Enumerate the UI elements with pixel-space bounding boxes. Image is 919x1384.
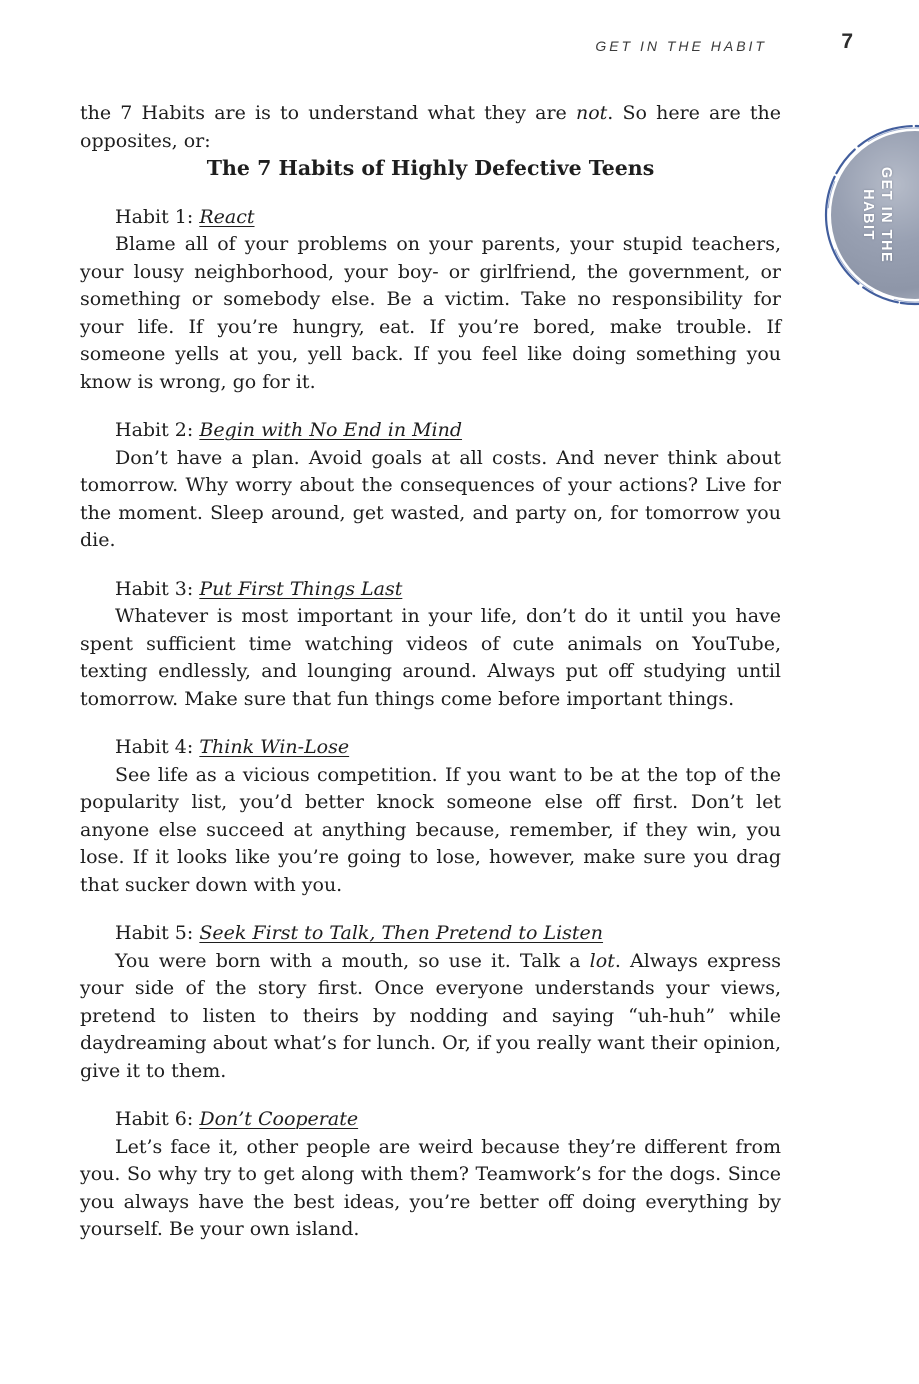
page-number: 7: [841, 30, 853, 53]
text-column: [80, 100, 781, 1244]
italic-word: lot: [589, 949, 615, 972]
habit-label: Habit 6:: [115, 1108, 194, 1130]
habit-title: Seek First to Talk, Then Pretend to Listen: [199, 922, 604, 944]
section-title: The 7 Habits of Highly Defective Teens: [206, 156, 655, 180]
italic-word: not: [575, 102, 608, 124]
habit-section-4: [80, 734, 781, 899]
habit-title: Think Win-Lose: [199, 736, 350, 758]
habit-paragraph: Don’t have a plan. Avoid goals at all costs. And never think about tomorrow. Why worry about the consequences of your actions? Live for the moment. Sleep around, get wasted, and party on, for tomorrow you die.: [80, 446, 781, 551]
habit-heading: [80, 204, 781, 232]
habit-heading: [80, 576, 781, 604]
habit-title: Begin with No End in Mind: [199, 419, 463, 441]
chapter-tab-label: GET IN THE HABIT: [860, 166, 894, 264]
habit-paragraph: Whatever is most important in your life, don’t do it until you have spent sufficient time watching videos of cute animals on YouTube, texting endlessly, and lounging around. Always put off studying until tomorrow. Make sure that fun things come before important things.: [80, 605, 781, 710]
habit-heading: [80, 417, 781, 445]
habit-label: Habit 4:: [115, 736, 194, 758]
habit-heading: [80, 920, 781, 948]
habit-label: Habit 5:: [115, 922, 194, 944]
habit-heading: [80, 734, 781, 762]
intro-paragraph: the 7 Habits are is to understand what they are not. So here are the opposites, or:: [80, 102, 781, 152]
habit-label: Habit 3:: [115, 577, 194, 600]
running-head: GET IN THE HABIT: [595, 38, 767, 54]
habit-paragraph: Blame all of your problems on your parents, your stupid teachers, your lousy neighborhood, your boy- or girlfriend, the government, or something or somebody else. Be a victim. Take no responsibility for your life. If you’re hungry, eat. If you’re bored, make trouble. If someone yells at you, yell back. If you feel like doing something you know is wrong, go for it.: [80, 233, 781, 393]
habit-label: Habit 2:: [115, 419, 194, 441]
habit-section-3: [80, 576, 781, 714]
habit-paragraph: See life as a vicious competition. If you want to be at the top of the popularity list, you’d better knock someone else off first. Don’t let anyone else succeed at anything because, remember, if they win, you lose. If it looks like you’re going to lose, however, make sure you drag that sucker down with you.: [80, 763, 781, 896]
habit-title: Don’t Cooperate: [199, 1108, 359, 1130]
habit-section-1: [80, 204, 781, 397]
habit-paragraph: You were born with a mouth, so use it. Talk a lot. Always express your side of the story first. Once everyone understands your views, pretend to listen to theirs by nodding and saying “uh-huh” while daydreaming about what’s for lunch. Or, if you really want their opinion, give it to them.: [80, 949, 781, 1082]
habit-section-2: [80, 417, 781, 555]
habit-section-5: [80, 920, 781, 1085]
habit-label: Habit 1:: [115, 205, 194, 228]
habit-heading: [80, 1106, 781, 1134]
habit-title: React: [199, 205, 255, 228]
habit-section-6: [80, 1106, 781, 1244]
habit-title: Put First Things Last: [199, 577, 403, 600]
habit-paragraph: Let’s face it, other people are weird because they’re different from you. So why try to get along with them? Teamwork’s for the dogs. Since you always have the best ideas, you’re better off doing everything by yourself. Be your own island.: [80, 1135, 781, 1240]
chapter-tab: [820, 120, 919, 310]
